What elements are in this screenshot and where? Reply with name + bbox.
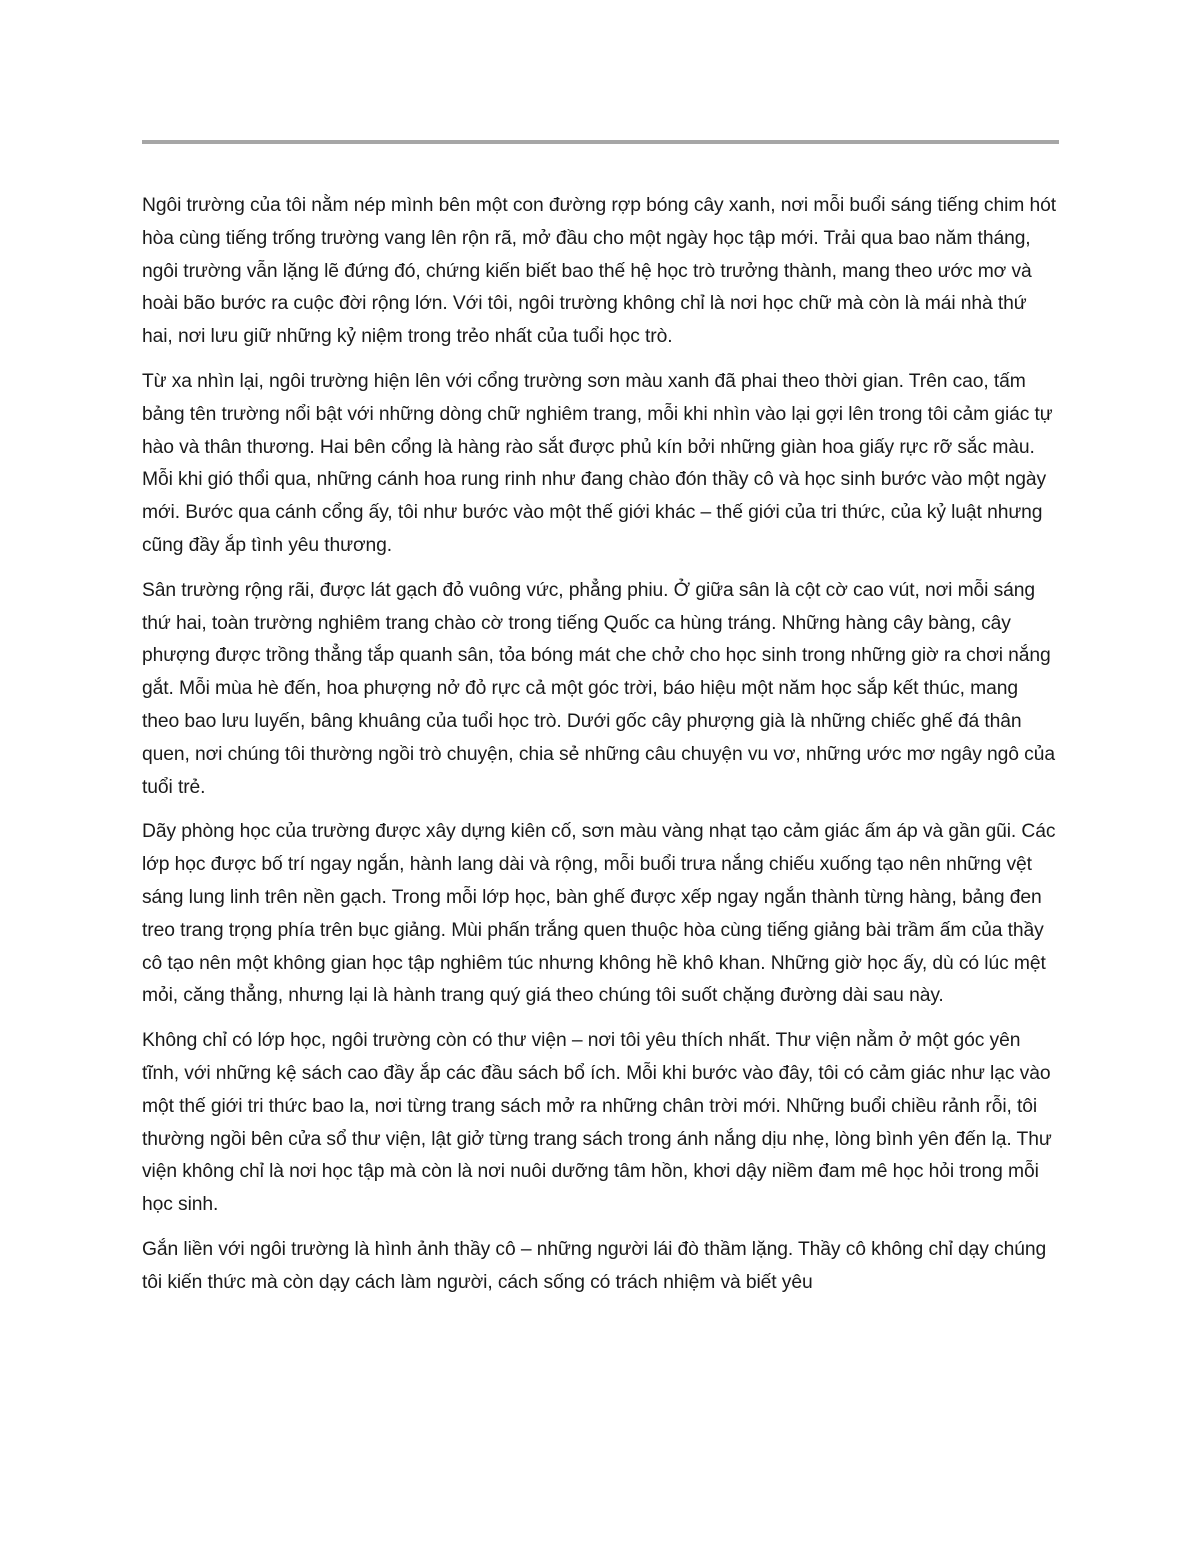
horizontal-rule [142,140,1059,144]
paragraph-2: Từ xa nhìn lại, ngôi trường hiện lên với cổng trường sơn màu xanh đã phai theo thời gian. Trên cao, tấm bảng tên trường nổi bật với những dòng chữ nghiêm trang, mỗi khi nhìn vào lại gợi lên trong tôi cảm giác tự hào và thân thương. Hai bên cổng là hàng rào sắt được phủ kín bởi những giàn hoa giấy rực rỡ sắc màu. Mỗi khi gió thổi qua, những cánh hoa rung rinh như đang chào đón thầy cô và học sinh bước vào một ngày mới. Bước qua cánh cổng ấy, tôi như bước vào một thế giới khác – thế giới của tri thức, của kỷ luật nhưng cũng đầy ắp tình yêu thương. [142,370,1053,556]
paragraph-6: Gắn liền với ngôi trường là hình ảnh thầy cô – những người lái đò thầm lặng. Thầy cô không chỉ dạy chúng tôi kiến thức mà còn dạy cách làm người, cách sống có trách nhiệm và biết yêu [142,1238,1047,1293]
document-body [142,190,1060,1312]
paragraph-3: Sân trường rộng rãi, được lát gạch đỏ vuông vức, phẳng phiu. Ở giữa sân là cột cờ cao vút, nơi mỗi sáng thứ hai, toàn trường nghiêm trang chào cờ trong tiếng Quốc ca hùng tráng. Những hàng cây bàng, cây phượng được trồng thẳng tắp quanh sân, tỏa bóng mát che chở cho học sinh trong những giờ ra chơi nắng gắt. Mỗi mùa hè đến, hoa phượng nở đỏ rực cả một góc trời, báo hiệu một năm học sắp kết thúc, mang theo bao lưu luyến, bâng khuâng của tuổi học trò. Dưới gốc cây phượng già là những chiếc ghế đá thân quen, nơi chúng tôi thường ngồi trò chuyện, chia sẻ những câu chuyện vu vơ, những ước mơ ngây ngô của tuổi trẻ. [142,579,1055,798]
paragraph-4: Dãy phòng học của trường được xây dựng kiên cố, sơn màu vàng nhạt tạo cảm giác ấm áp và gần gũi. Các lớp học được bố trí ngay ngắn, hành lang dài và rộng, mỗi buổi trưa nắng chiếu xuống tạo nên những vệt sáng lung linh trên nền gạch. Trong mỗi lớp học, bàn ghế được xếp ngay ngắn thành từng hàng, bảng đen treo trang trọng phía trên bục giảng. Mùi phấn trắng quen thuộc hòa cùng tiếng giảng bài trầm ấm của thầy cô tạo nên một không gian học tập nghiêm túc nhưng không hề khô khan. Những giờ học ấy, dù có lúc mệt mỏi, căng thẳng, nhưng lại là hành trang quý giá theo chúng tôi suốt chặng đường dài sau này. [142,821,1056,1007]
paragraph-5: Không chỉ có lớp học, ngôi trường còn có thư viện – nơi tôi yêu thích nhất. Thư viện nằm ở một góc yên tĩnh, với những kệ sách cao đầy ắp các đầu sách bổ ích. Mỗi khi bước vào đây, tôi có cảm giác như lạc vào một thế giới tri thức bao la, nơi từng trang sách mở ra những chân trời mới. Những buổi chiều rảnh rỗi, tôi thường ngồi bên cửa sổ thư viện, lật giở từng trang sách trong ánh nắng dịu nhẹ, lòng bình yên đến lạ. Thư viện không chỉ là nơi học tập mà còn là nơi nuôi dưỡng tâm hồn, khơi dậy niềm đam mê học hỏi trong mỗi học sinh. [142,1030,1052,1216]
paragraph-1: Ngôi trường của tôi nằm nép mình bên một con đường rợp bóng cây xanh, nơi mỗi buổi sáng tiếng chim hót hòa cùng tiếng trống trường vang lên rộn rã, mở đầu cho một ngày học tập mới. Trải qua bao năm tháng, ngôi trường vẫn lặng lẽ đứng đó, chứng kiến biết bao thế hệ học trò trưởng thành, mang theo ước mơ và hoài bão bước ra cuộc đời rộng lớn. Với tôi, ngôi trường không chỉ là nơi học chữ mà còn là mái nhà thứ hai, nơi lưu giữ những kỷ niệm trong trẻo nhất của tuổi học trò. [142,195,1057,348]
